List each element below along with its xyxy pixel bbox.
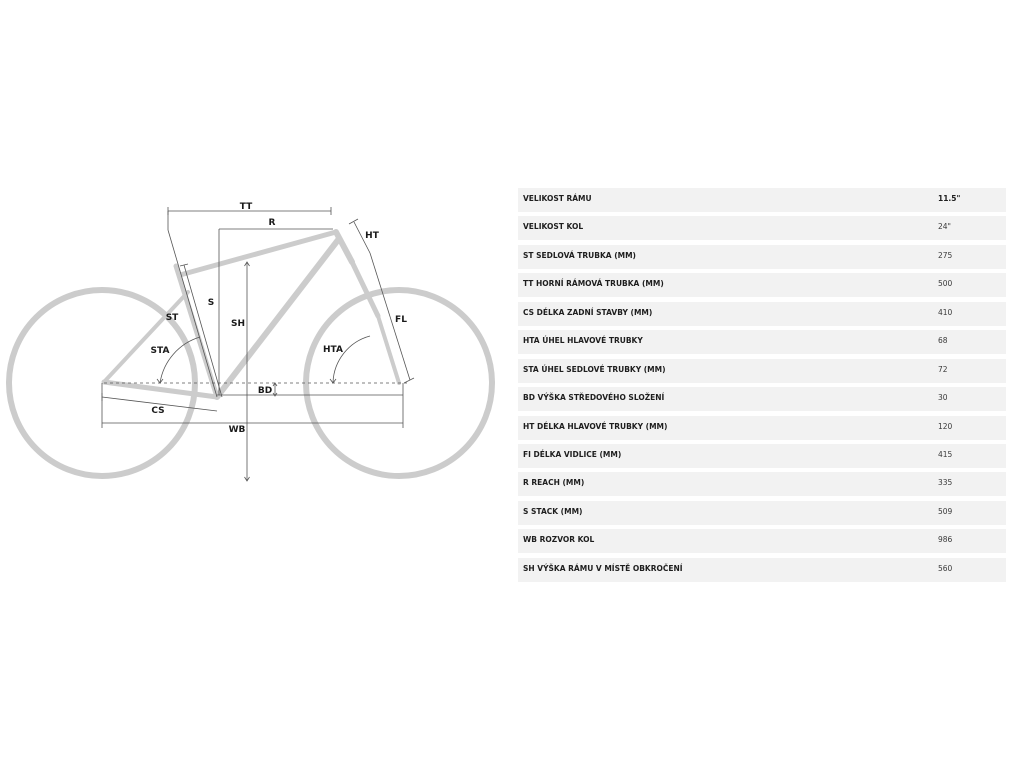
hta-arc [333, 336, 370, 383]
row-label: VELIKOST RÁMU [523, 194, 592, 203]
table-row [518, 416, 1006, 440]
table-row [518, 472, 1006, 496]
row-label: STA ÚHEL SEDLOVÉ TRUBKY (MM) [523, 364, 666, 374]
row-label: FI DÉLKA VIDLICE (MM) [523, 449, 622, 459]
label-st: ST [165, 313, 179, 323]
row-label: CS DÉLKA ZADNÍ STAVBY (MM) [523, 307, 653, 317]
table-row [518, 188, 1006, 212]
table-row [518, 330, 1006, 354]
row-label: ST SEDLOVÁ TRUBKA (MM) [523, 250, 636, 260]
row-value: 560 [938, 563, 953, 573]
seat-stay [104, 292, 188, 382]
row-value: 120 [938, 421, 953, 431]
row-label: SH VÝŠKA RÁMU V MÍSTĚ OBKROČENÍ [523, 563, 683, 573]
fl-tick-bottom [404, 378, 414, 383]
bike-frame [104, 232, 399, 397]
fork-leg [378, 316, 399, 383]
label-bd: BD [257, 386, 273, 396]
row-label: HTA ÚHEL HLAVOVÉ TRUBKY [523, 336, 643, 346]
chain-stay [104, 382, 217, 397]
label-fl: FL [395, 315, 407, 325]
table-row [518, 529, 1006, 553]
row-value: 275 [938, 250, 953, 260]
row-value: 30 [938, 393, 948, 403]
ht-tick-top [349, 219, 358, 224]
table-row [518, 245, 1006, 269]
row-label: HT DÉLKA HLAVOVÉ TRUBKY (MM) [523, 421, 668, 431]
label-sh: SH [230, 319, 246, 329]
label-tt: TT [239, 202, 253, 212]
row-value: 11.5" [938, 194, 961, 203]
row-value: 72 [938, 364, 948, 374]
fork-crown [352, 262, 378, 316]
row-value: 68 [938, 336, 948, 346]
label-sta: STA [150, 346, 170, 356]
geometry-table [518, 188, 1006, 586]
label-ht: HT [365, 231, 379, 241]
head-tube [336, 232, 352, 262]
row-label: WB ROZVOR KOL [523, 535, 595, 545]
row-value: 500 [938, 279, 953, 289]
table-row [518, 359, 1006, 383]
label-s: S [207, 298, 215, 308]
st-dim-line [184, 265, 222, 397]
row-value: 24" [938, 222, 951, 232]
table-row [518, 216, 1006, 240]
row-value: 415 [938, 449, 953, 459]
label-wb: WB [228, 425, 246, 435]
row-label: R REACH (MM) [523, 478, 585, 488]
row-value: 986 [938, 535, 953, 545]
row-label: TT HORNÍ RÁMOVÁ TRUBKA (MM) [523, 279, 664, 289]
table-row [518, 558, 1006, 582]
row-label: VELIKOST KOL [523, 222, 584, 232]
table-row [518, 302, 1006, 326]
row-value: 509 [938, 506, 953, 516]
label-cs: CS [151, 406, 165, 416]
table-row [518, 501, 1006, 525]
table-row [518, 273, 1006, 297]
label-hta: HTA [323, 345, 343, 355]
row-label: BD VÝŠKA STŘEDOVÉHO SLOŽENÍ [523, 393, 665, 403]
row-label: S STACK (MM) [523, 506, 583, 516]
row-value: 410 [938, 307, 953, 317]
table-row [518, 444, 1006, 468]
label-r: R [268, 218, 276, 228]
table-row [518, 387, 1006, 411]
row-value: 335 [938, 478, 953, 488]
